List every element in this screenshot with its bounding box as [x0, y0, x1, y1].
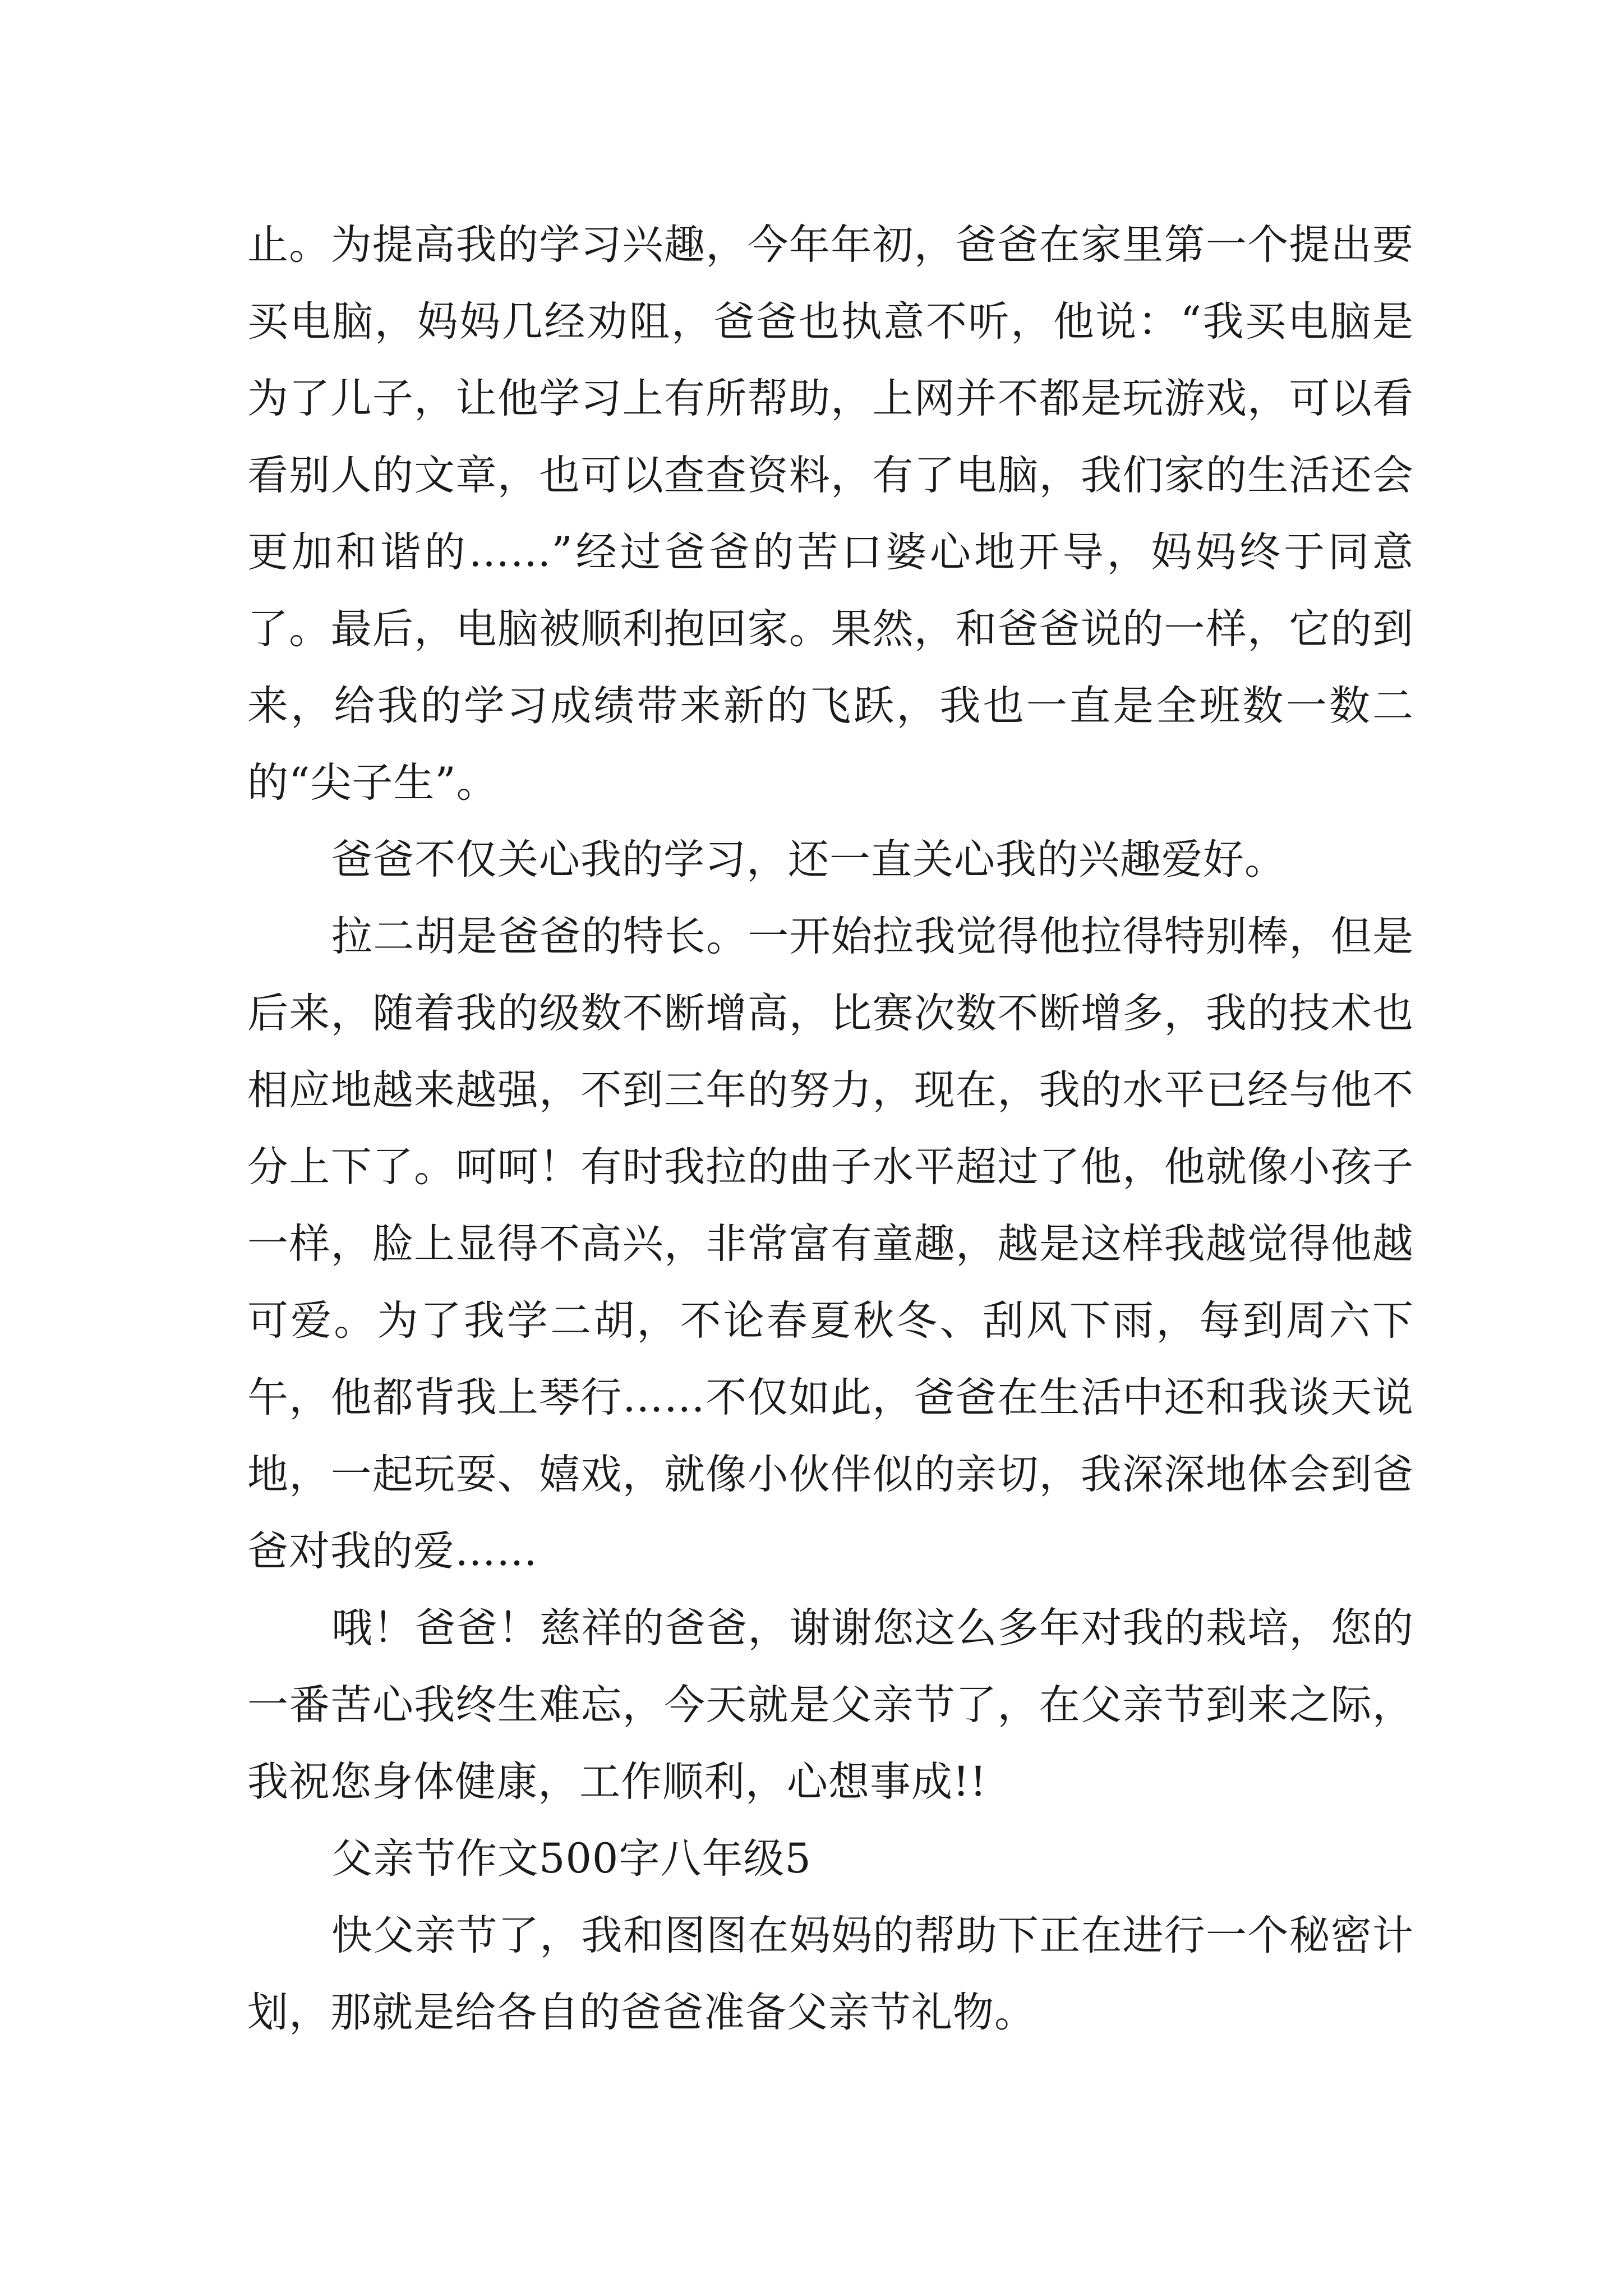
paragraph-secret-plan: 快父亲节了，我和图图在妈妈的帮助下正在进行一个秘密计划，那就是给各自的爸爸准备父亲节礼物。	[247, 1912, 1414, 2036]
paragraph-interest-intro: 爸爸不仅关心我的学习，还一直关心我的兴趣爱好。	[331, 836, 1286, 884]
document-body	[247, 206, 1414, 2051]
essay-title: 父亲节作文500字八年级5	[331, 1835, 811, 1883]
paragraph-continuation: 止。为提高我的学习兴趣，今年年初，爸爸在家里第一个提出要买电脑，妈妈几经劝阻，爸爸也执意不听，他说：“我买电脑是为了儿子，让他学习上有所帮助，上网并不都是玩游戏，可以看看别人的文章，也可以查查资料，有了电脑，我们家的生活还会更加和谐的……”经过爸爸的苦口婆心地开导，妈妈终于同意了。最后，电脑被顺利抱回家。果然，和爸爸说的一样，它的到来，给我的学习成绩带来新的飞跃，我也一直是全班数一数二的“尖子生”。	[247, 221, 1414, 807]
paragraph-closing-wish: 哦！爸爸！慈祥的爸爸，谢谢您这么多年对我的栽培，您的一番苦心我终生难忘，今天就是父亲节了，在父亲节到来之际，我祝您身体健康，工作顺利，心想事成!!	[247, 1604, 1414, 1806]
paragraph-erhu: 拉二胡是爸爸的特长。一开始拉我觉得他拉得特别棒，但是后来，随着我的级数不断增高，比赛次数不断增多，我的技术也相应地越来越强，不到三年的努力，现在，我的水平已经与他不分上下了。呵呵！有时我拉的曲子水平超过了他，他就像小孩子一样，脸上显得不高兴，非常富有童趣，越是这样我越觉得他越可爱。为了我学二胡，不论春夏秋冬、刮风下雨，每到周六下午，他都背我上琴行……不仅如此，爸爸在生活中还和我谈天说地，一起玩耍、嬉戏，就像小伙伴似的亲切，我深深地体会到爸爸对我的爱……	[247, 913, 1414, 1575]
